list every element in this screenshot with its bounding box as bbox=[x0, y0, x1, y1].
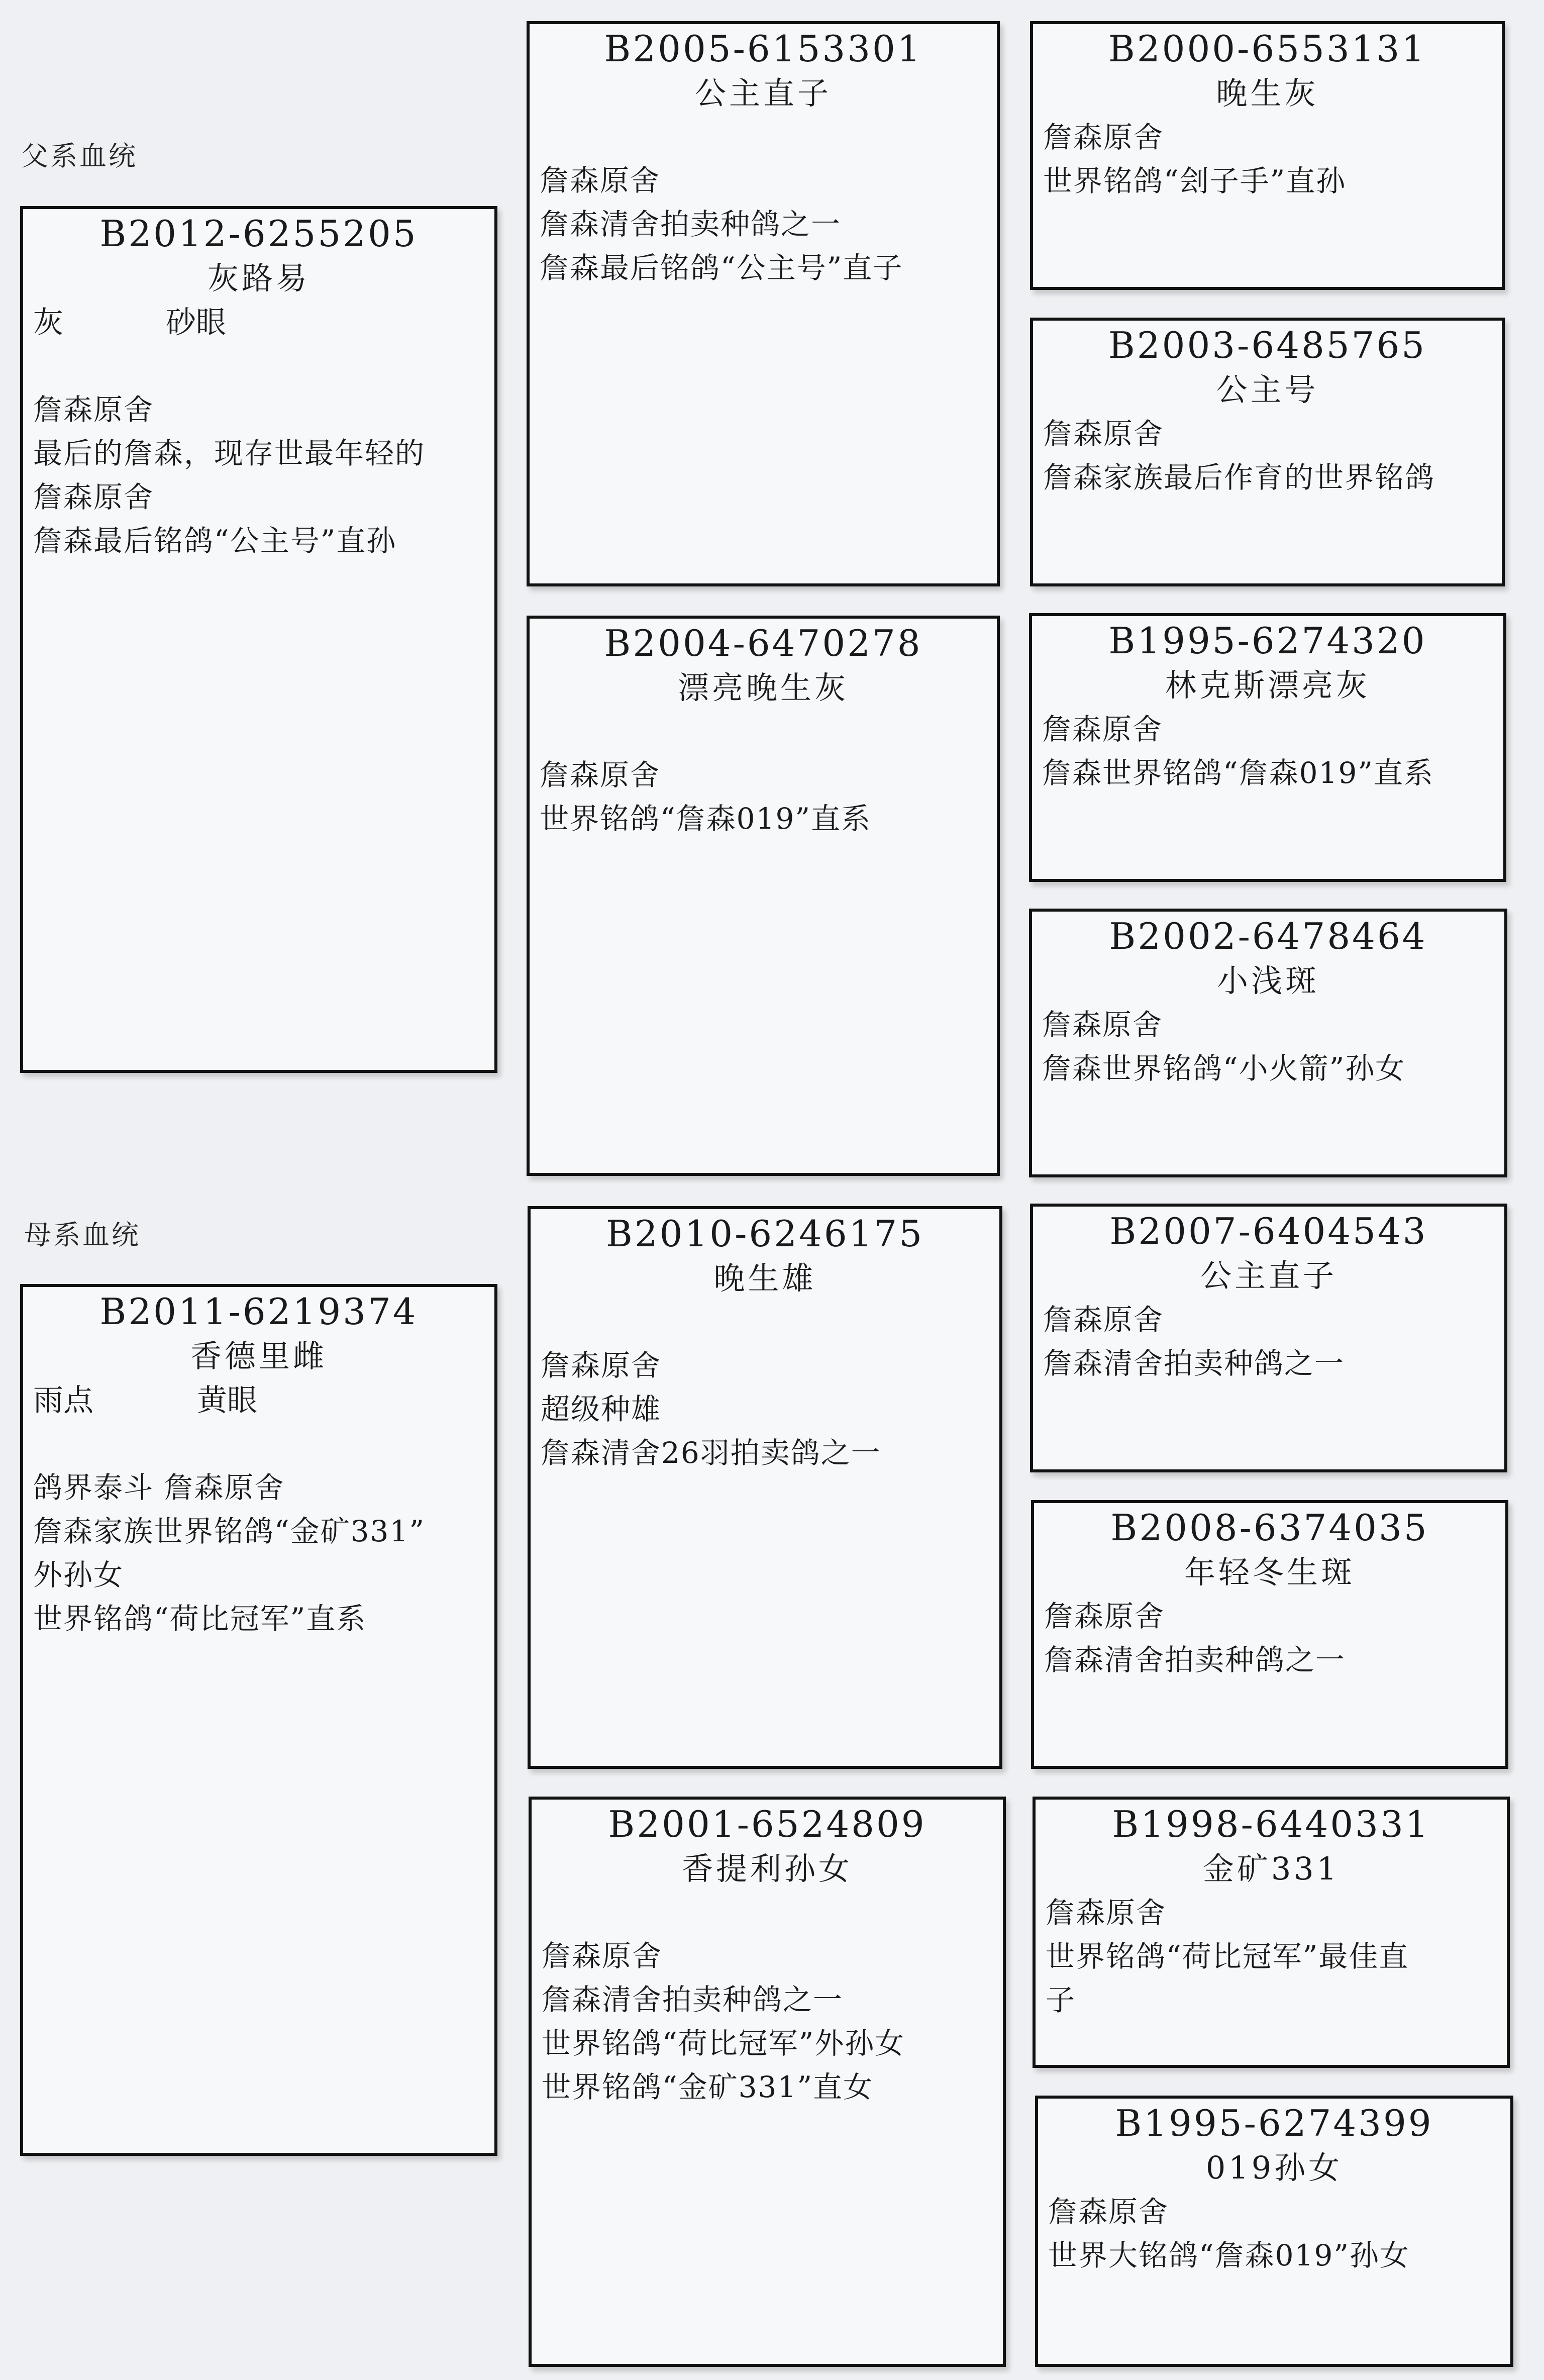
description-line: 詹森原舍 bbox=[1044, 1599, 1165, 1633]
pigeon-name: 019孙女 bbox=[1205, 2149, 1343, 2186]
description bbox=[23, 1466, 494, 1641]
great-grandparent-card bbox=[1030, 318, 1505, 586]
description-line: 詹森家族最后作育的世界铭鸽 bbox=[1043, 460, 1435, 494]
description-line: 世界铭鸽“荷比冠军”外孙女 bbox=[542, 2026, 905, 2060]
ring-number: B2004-6470278 bbox=[604, 622, 922, 664]
description-line: 詹森原舍 bbox=[541, 1348, 662, 1382]
great-grandparent-card bbox=[1030, 1204, 1507, 1472]
ring-number: B2012-6255205 bbox=[99, 213, 418, 255]
pigeon-name: 漂亮晚生灰 bbox=[677, 669, 849, 706]
pigeon-name: 香德里雌 bbox=[190, 1338, 327, 1374]
description bbox=[1033, 1298, 1504, 1385]
ring-number: B1995-6274320 bbox=[1108, 620, 1427, 662]
pigeon-name: 小浅斑 bbox=[1216, 962, 1319, 999]
eye-type: 砂眼 bbox=[166, 305, 226, 340]
attributes-row bbox=[23, 1378, 494, 1423]
ring-number: B2007-6404543 bbox=[1109, 1210, 1428, 1252]
description-line: 世界铭鸽“刽子手”直孙 bbox=[1043, 164, 1347, 198]
attributes-row bbox=[23, 301, 494, 345]
description-line: 詹森家族世界铭鸽“金矿331” bbox=[33, 1514, 426, 1548]
description bbox=[1033, 412, 1502, 500]
pigeon-name: 金矿331 bbox=[1202, 1850, 1340, 1887]
great-grandparent-card bbox=[1031, 1500, 1508, 1769]
description-line: 詹森原舍 bbox=[540, 163, 661, 197]
pigeon-name: 灰路易 bbox=[207, 260, 310, 296]
great-grandparent-card bbox=[1029, 613, 1506, 882]
description bbox=[1033, 116, 1502, 203]
description bbox=[532, 1934, 1003, 2109]
description-line: 世界铭鸽“荷比冠军”最佳直 bbox=[1046, 1939, 1409, 1973]
maternal-section-label: 母系血统 bbox=[24, 1219, 141, 1251]
great-grandparent-card bbox=[1033, 1797, 1510, 2068]
great-grandparent-card bbox=[1030, 21, 1505, 290]
description bbox=[531, 1344, 999, 1475]
dam-card bbox=[20, 1284, 497, 2156]
description-line: 詹森原舍 bbox=[1043, 120, 1164, 154]
description bbox=[530, 753, 997, 841]
pigeon-name: 公主直子 bbox=[1200, 1257, 1337, 1294]
eye-type: 黄眼 bbox=[197, 1383, 257, 1418]
ring-number: B2011-6219374 bbox=[99, 1291, 418, 1333]
description-line: 超级种雄 bbox=[541, 1392, 662, 1426]
description bbox=[530, 159, 997, 290]
description-line: 世界铭鸽“荷比冠军”直系 bbox=[33, 1602, 367, 1636]
description-line: 詹森原舍 bbox=[33, 392, 154, 427]
description-line: 詹森原舍 bbox=[540, 758, 661, 792]
ring-number: B1995-6274399 bbox=[1115, 2102, 1433, 2144]
description-line: 詹森原舍 bbox=[1046, 1896, 1167, 1930]
description-line: 鸽界泰斗 詹森原舍 bbox=[33, 1470, 285, 1505]
description bbox=[1036, 1891, 1507, 2022]
ring-number: B2002-6478464 bbox=[1109, 915, 1427, 957]
grandparent-card bbox=[527, 21, 1000, 586]
description-line: 詹森清舍拍卖种鸽之一 bbox=[542, 1982, 844, 2017]
description-line: 詹森最后铭鸽“公主号”直子 bbox=[540, 251, 903, 285]
description-line: 世界铭鸽“金矿331”直女 bbox=[542, 2070, 874, 2104]
description-line: 詹森原舍 bbox=[1042, 1008, 1163, 1042]
pigeon-name: 林克斯漂亮灰 bbox=[1165, 667, 1370, 704]
description-line: 詹森世界铭鸽“小火箭”孙女 bbox=[1042, 1051, 1406, 1085]
pigeon-name: 香提利孙女 bbox=[681, 1850, 853, 1887]
grandparent-card bbox=[529, 1797, 1006, 2367]
pigeon-name: 晚生灰 bbox=[1216, 75, 1319, 112]
grandparent-card bbox=[527, 616, 1000, 1176]
great-grandparent-card bbox=[1029, 909, 1507, 1177]
description-line: 詹森清舍拍卖种鸽之一 bbox=[1043, 1346, 1345, 1380]
description-line: 詹森最后铭鸽“公主号”直孙 bbox=[33, 524, 397, 558]
description bbox=[1038, 2190, 1510, 2277]
description bbox=[1034, 1595, 1505, 1682]
feather-color: 雨点 bbox=[33, 1383, 93, 1418]
description-line: 詹森原舍 bbox=[33, 480, 154, 514]
description-line: 詹森原舍 bbox=[542, 1939, 663, 1973]
description-line: 世界大铭鸽“詹森019”孙女 bbox=[1048, 2238, 1410, 2272]
ring-number: B2005-6153301 bbox=[604, 28, 922, 70]
description-line: 世界铭鸽“詹森019”直系 bbox=[540, 802, 872, 836]
description bbox=[1032, 708, 1503, 795]
ring-number: B2001-6524809 bbox=[608, 1803, 927, 1845]
grandparent-card bbox=[528, 1206, 1002, 1769]
description-line: 詹森原舍 bbox=[1043, 1303, 1164, 1337]
description-line: 詹森原舍 bbox=[1042, 712, 1163, 746]
ring-number: B2000-6553131 bbox=[1108, 28, 1427, 70]
description-line: 外孙女 bbox=[33, 1558, 124, 1592]
description-line: 子 bbox=[1046, 1983, 1076, 2017]
description-line: 詹森清舍26羽拍卖鸽之一 bbox=[541, 1436, 881, 1470]
ring-number: B2008-6374035 bbox=[1110, 1507, 1429, 1549]
description-line: 詹森清舍拍卖种鸽之一 bbox=[1044, 1643, 1346, 1677]
pigeon-name: 年轻冬生斑 bbox=[1184, 1554, 1355, 1591]
description bbox=[23, 388, 494, 563]
pigeon-name: 晚生雄 bbox=[713, 1260, 816, 1297]
description bbox=[1032, 1003, 1504, 1090]
description-line: 最后的詹森，现存世最年轻的 bbox=[33, 436, 426, 470]
ring-number: B2003-6485765 bbox=[1108, 324, 1427, 366]
pigeon-name: 公主直子 bbox=[694, 75, 832, 112]
description-line: 詹森清舍拍卖种鸽之一 bbox=[540, 207, 842, 241]
description-line: 詹森原舍 bbox=[1048, 2195, 1169, 2229]
sire-card bbox=[20, 206, 497, 1073]
paternal-section-label: 父系血统 bbox=[21, 140, 138, 172]
description-line: 詹森原舍 bbox=[1043, 417, 1164, 451]
feather-color: 灰 bbox=[33, 305, 63, 340]
ring-number: B1998-6440331 bbox=[1112, 1803, 1430, 1845]
ring-number: B2010-6246175 bbox=[605, 1213, 924, 1255]
pigeon-name: 公主号 bbox=[1216, 371, 1319, 408]
description-line: 詹森世界铭鸽“詹森019”直系 bbox=[1042, 756, 1434, 790]
great-grandparent-card bbox=[1035, 2096, 1513, 2367]
